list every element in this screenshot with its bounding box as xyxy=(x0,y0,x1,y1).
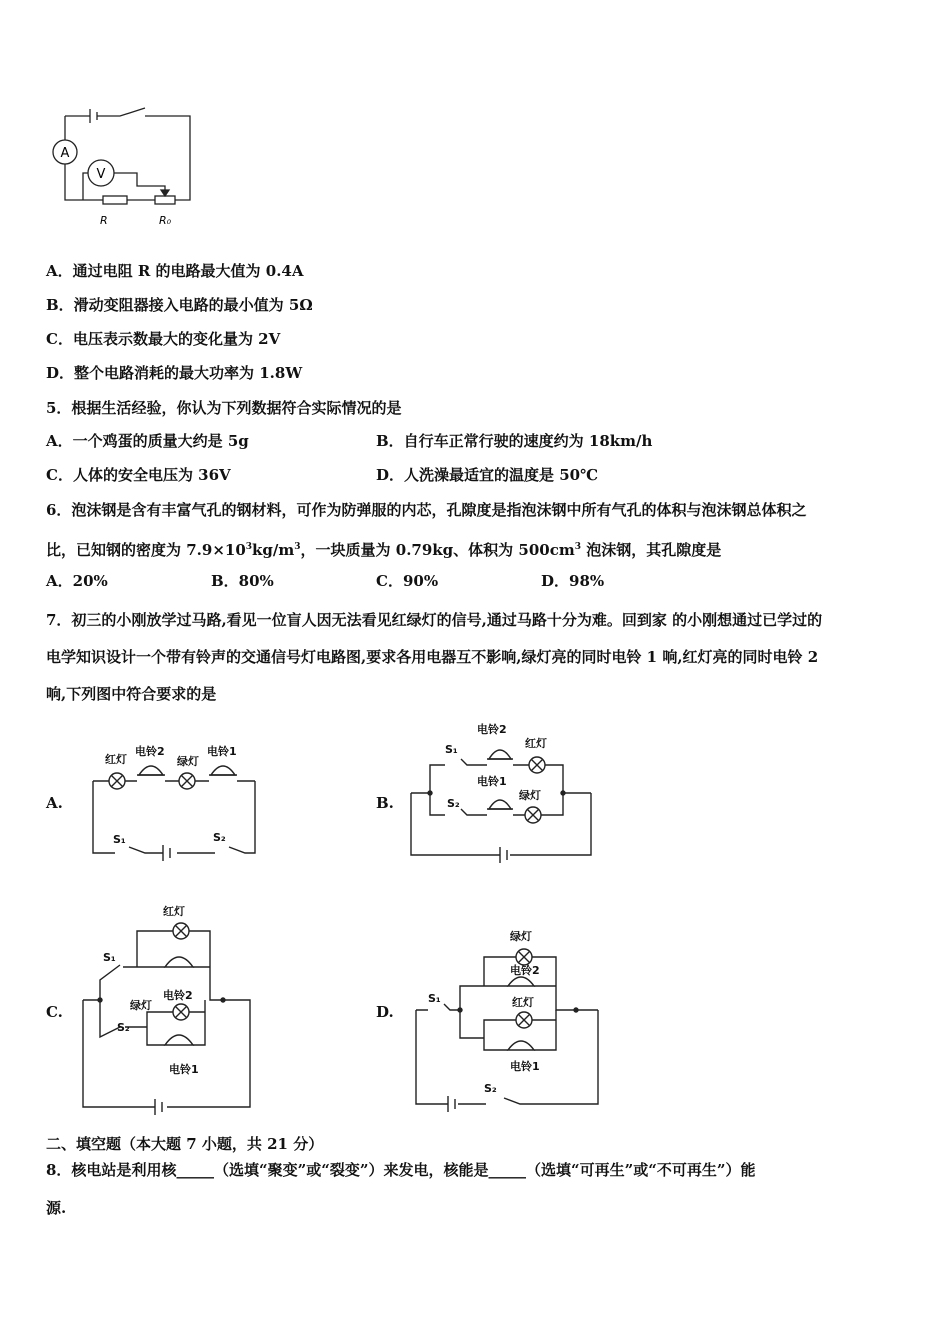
circuit-a-bell2-label: 电铃2 xyxy=(135,745,165,758)
q7-stem-line2: 电学知识设计一个带有铃声的交通信号灯电路图,要求各用电器互不影响,绿灯亮的同时电铃 1 响,红灯亮的同时电铃 2 xyxy=(46,648,819,666)
q7-option-c-label: C. xyxy=(46,1003,63,1021)
circuit-a-bell1-label: 电铃1 xyxy=(207,745,237,758)
circuit-c-bell2-label: 电铃2 xyxy=(163,989,193,1002)
circuit-c-s1-label: S₁ xyxy=(103,951,116,964)
circuit-b-bell1-label: 电铃1 xyxy=(477,775,507,788)
q6-stem-line1: 6．泡沫钢是含有丰富气孔的钢材料，可作为防弹服的内芯，孔隙度是指泡沫钢中所有气孔的体积与泡沫钢总体积之 xyxy=(46,501,807,519)
circuit-b-red-light-label: 红灯 xyxy=(525,737,547,750)
circuit-b-s1-label: S₁ xyxy=(445,743,458,756)
q6-option-d: D．98% xyxy=(541,572,605,590)
circuit-d-s1-label: S₁ xyxy=(428,992,441,1005)
circuit-d-red-light-label: 红灯 xyxy=(512,996,534,1009)
resistor-label: R xyxy=(100,214,108,227)
circuit-a-s1-label: S₁ xyxy=(113,833,126,846)
circuit-c-s2-label: S₂ xyxy=(117,1021,130,1034)
circuit-b xyxy=(405,715,600,865)
circuit-b-bell2-label: 电铃2 xyxy=(477,723,507,736)
q6-option-c: C．90% xyxy=(376,572,439,590)
circuit-a-green-light-label: 绿灯 xyxy=(177,755,199,768)
top-circuit-diagram xyxy=(45,100,215,230)
q5-option-c: C．人体的安全电压为 36V xyxy=(46,466,231,484)
q6-stem-line2: 比，已知钢的密度为 $7.9\times 10^3kg/m^3$，一块质量为 0.79kg、体积为 $500cm^3$ 泡沫钢，其孔隙度是 xyxy=(46,541,722,559)
q7-option-a-label: A. xyxy=(46,794,63,812)
section2-heading: 二、填空题（本大题 7 小题，共 21 分） xyxy=(46,1135,324,1153)
circuit-a-red-light-label: 红灯 xyxy=(105,753,127,766)
circuit-c-red-light-label: 红灯 xyxy=(163,905,185,918)
q8-stem-line1: 8．核电站是利用核_____（选填“聚变”或“裂变”）来发电，核能是_____（选填“可再生”或“不可再生”）能 xyxy=(46,1161,756,1179)
voltmeter-symbol: V xyxy=(96,167,106,182)
circuit-d-s2-label: S₂ xyxy=(484,1082,497,1095)
q6-option-b: B．80% xyxy=(211,572,274,590)
circuit-d-bell1-label: 电铃1 xyxy=(510,1060,540,1073)
q4-option-b: B．滑动变阻器接入电路的最小值为 5Ω xyxy=(46,296,313,314)
q4-option-c: C．电压表示数最大的变化量为 2V xyxy=(46,330,281,348)
circuit-c-green-light-label: 绿灯 xyxy=(130,999,152,1012)
circuit-a xyxy=(85,735,265,865)
q5-option-b: B．自行车正常行驶的速度约为 18km/h xyxy=(376,432,653,450)
circuit-c-bell1-label: 电铃1 xyxy=(169,1063,199,1076)
q7-option-b-label: B. xyxy=(376,794,394,812)
rheostat-label: R₀ xyxy=(159,214,172,227)
q8-stem-line2: 源. xyxy=(46,1199,67,1217)
q7-option-d-label: D. xyxy=(376,1003,394,1021)
q4-option-a: A．通过电阻 R 的电路最大值为 0.4A xyxy=(46,262,304,280)
circuit-d-bell2-label: 电铃2 xyxy=(510,964,540,977)
circuit-d xyxy=(410,920,605,1115)
q5-option-d: D．人洗澡最适宜的温度是 50℃ xyxy=(376,466,599,484)
q7-stem-line1: 7．初三的小刚放学过马路,看见一位盲人因无法看见红绿灯的信号,通过马路十分为难。回到家 的小刚想通过已学过的 xyxy=(46,611,823,629)
circuit-a-s2-label: S₂ xyxy=(213,831,226,844)
q6-option-a: A．20% xyxy=(46,572,108,590)
ammeter-symbol: A xyxy=(60,146,70,161)
q4-option-d: D．整个电路消耗的最大功率为 1.8W xyxy=(46,364,303,382)
q5-stem: 5．根据生活经验，你认为下列数据符合实际情况的是 xyxy=(46,399,402,417)
circuit-c xyxy=(75,895,260,1120)
q7-stem-line3: 响,下列图中符合要求的是 xyxy=(46,685,217,703)
circuit-d-green-light-label: 绿灯 xyxy=(510,930,532,943)
q5-option-a: A．一个鸡蛋的质量大约是 5g xyxy=(46,432,249,450)
circuit-b-s2-label: S₂ xyxy=(447,797,460,810)
circuit-b-green-light-label: 绿灯 xyxy=(519,789,541,802)
